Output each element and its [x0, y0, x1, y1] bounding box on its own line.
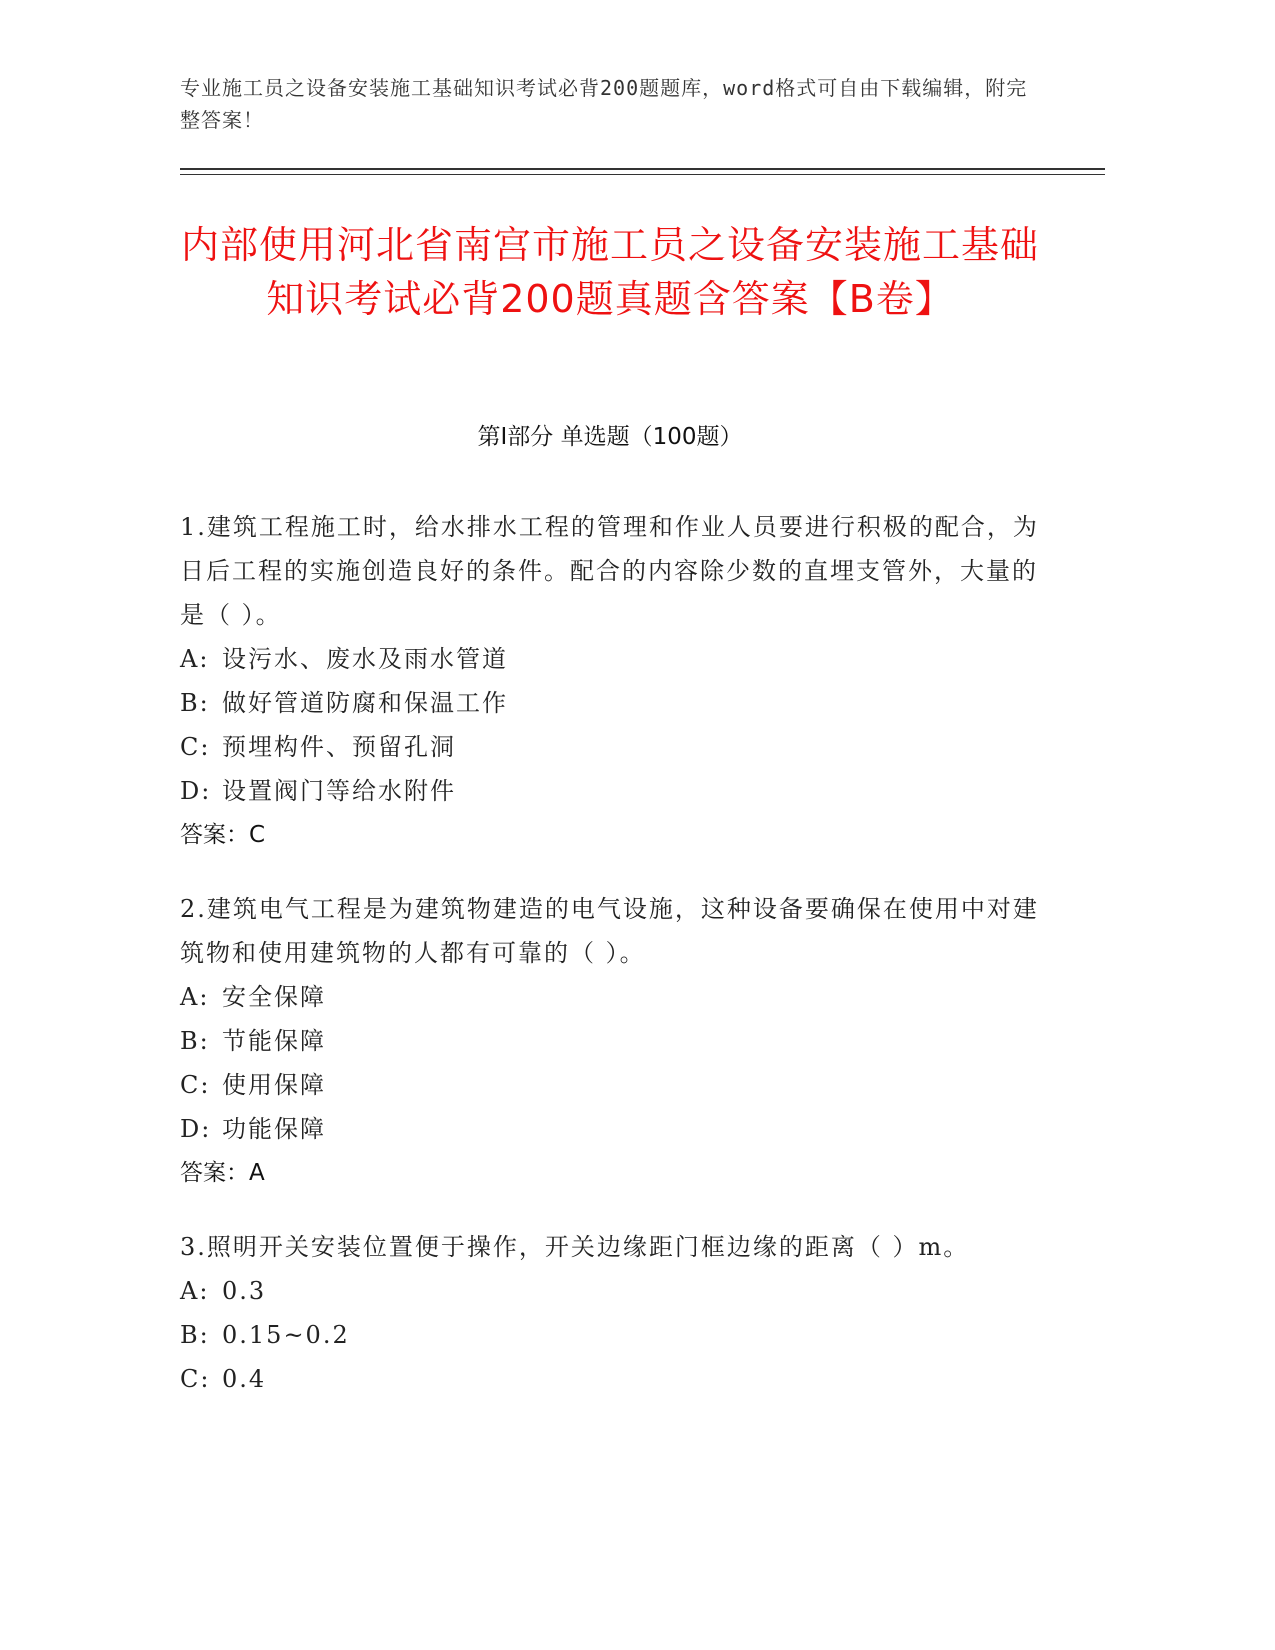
option-text: 使用保障	[222, 1071, 326, 1099]
answer: 答案：C	[180, 822, 266, 848]
header-note: 专业施工员之设备安装施工基础知识考试必背200题题库，word格式可自由下载编辑，附完整答案！	[180, 76, 1028, 132]
option-d	[180, 769, 1060, 813]
option-d	[180, 1107, 1060, 1151]
question-text: 2.建筑电气工程是为建筑物建造的电气设施，这种设备要确保在使用中对建筑物和使用建筑物的人都有可靠的（ ）。	[180, 895, 1039, 967]
option-letter: D:	[180, 777, 212, 805]
option-text: 功能保障	[222, 1115, 326, 1143]
option-text: 设污水、废水及雨水管道	[222, 645, 508, 673]
option-a	[180, 637, 1060, 681]
option-text: 0.15~0.2	[222, 1321, 350, 1349]
option-letter: B:	[180, 1321, 210, 1349]
option-letter: C:	[180, 1365, 211, 1393]
option-text: 安全保障	[222, 983, 326, 1011]
option-b	[180, 1019, 1060, 1063]
option-text: 设置阀门等给水附件	[222, 777, 456, 805]
option-b	[180, 1313, 1060, 1357]
option-letter: A:	[180, 1277, 210, 1305]
option-text: 节能保障	[222, 1027, 326, 1055]
question-text: 3.照明开关安装位置便于操作，开关边缘距门框边缘的距离（ ）m。	[180, 1233, 970, 1261]
option-c	[180, 725, 1060, 769]
option-letter: C:	[180, 733, 211, 761]
answer: 答案：A	[180, 1160, 265, 1186]
option-c	[180, 1357, 1060, 1401]
question-text: 1.建筑工程施工时，给水排水工程的管理和作业人员要进行积极的配合，为日后工程的实施创造良好的条件。配合的内容除少数的直埋支管外，大量的是（ ）。	[180, 513, 1039, 629]
header-rule-thin	[180, 174, 1105, 175]
question-1	[180, 505, 1060, 857]
option-letter: A:	[180, 645, 210, 673]
question-3	[180, 1225, 1060, 1401]
option-letter: B:	[180, 689, 210, 717]
option-a	[180, 1269, 1060, 1313]
question-list	[180, 505, 1060, 1431]
option-text: 0.4	[222, 1365, 267, 1393]
option-letter: B:	[180, 1027, 210, 1055]
option-letter: A:	[180, 983, 210, 1011]
option-text: 预埋构件、预留孔洞	[222, 733, 456, 761]
option-a	[180, 975, 1060, 1019]
option-text: 0.3	[222, 1277, 267, 1305]
question-2	[180, 887, 1060, 1195]
document-title: 内部使用河北省南宫市施工员之设备安装施工基础知识考试必背200题真题含答案【B卷】	[180, 223, 1039, 321]
option-text: 做好管道防腐和保温工作	[222, 689, 508, 717]
option-b	[180, 681, 1060, 725]
option-letter: C:	[180, 1071, 211, 1099]
header-rule-thick	[180, 168, 1105, 170]
option-letter: D:	[180, 1115, 212, 1143]
option-c	[180, 1063, 1060, 1107]
section-heading: 第Ⅰ部分 单选题（100题）	[477, 424, 743, 450]
